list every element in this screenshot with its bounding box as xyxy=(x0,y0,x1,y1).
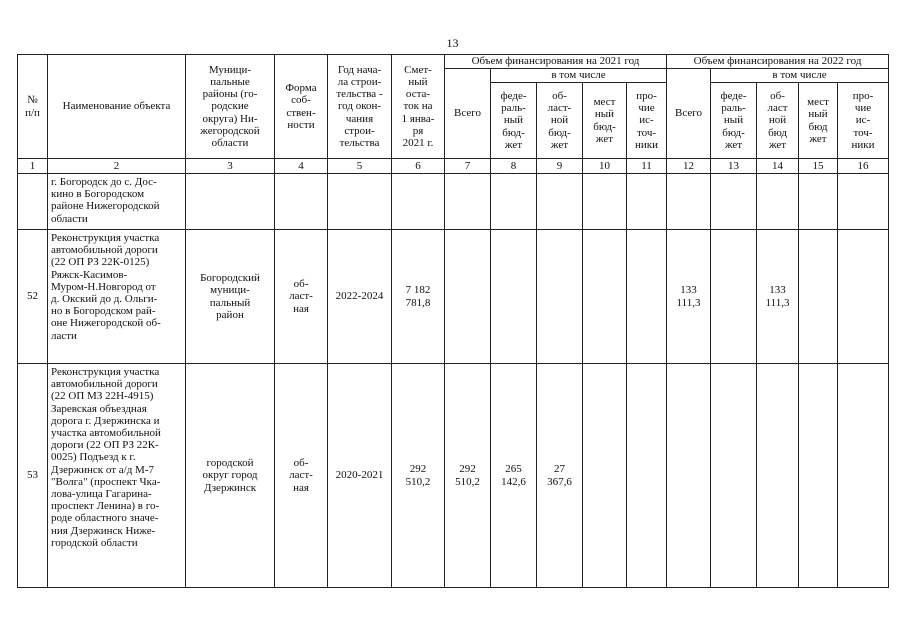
municipality xyxy=(186,174,275,230)
object-name: Реконструкция участка автомобильной дороги (22 ОП МЗ 22Н-4915) Заревская объездная дорога г. Дзержинска и участка автомобильной дороги (22 ОП РЗ 22К- 0025) Подъезд к г. Дзержинск от а/д М-7 "Волга" (проспект Чка- лова-улица Гагарина- проспект Ленина) в го- роде областного значе- ния Дзержинск Ниже- городской области xyxy=(48,364,186,588)
header-local-2021: мест ный бюд- жет xyxy=(583,83,627,159)
construction-years: 2020-2021 xyxy=(328,364,392,588)
column-number: 13 xyxy=(711,159,757,174)
header-including-2022: в том числе xyxy=(711,69,889,83)
other-2021 xyxy=(627,230,667,364)
column-number: 1 xyxy=(18,159,48,174)
total-2021: 292 510,2 xyxy=(445,364,491,588)
estimated-balance: 7 182 781,8 xyxy=(392,230,445,364)
header-financing-2022: Объем финансирования на 2022 год xyxy=(667,55,889,69)
header-regional-2021: об- ласт- ной бюд- жет xyxy=(537,83,583,159)
local-2022 xyxy=(799,174,838,230)
regional-2022: 133 111,3 xyxy=(757,230,799,364)
federal-2022 xyxy=(711,230,757,364)
table-row xyxy=(18,364,889,588)
column-number: 2 xyxy=(48,159,186,174)
object-name: г. Богородск до с. Дос- кино в Богородском районе Нижегородской области xyxy=(48,174,186,230)
header-number: № п/п xyxy=(18,55,48,159)
column-number: 12 xyxy=(667,159,711,174)
column-number: 16 xyxy=(838,159,889,174)
header-construction-years: Год нача- ла строи- тельства - год окон- чания строи- тельства xyxy=(328,55,392,159)
total-2021 xyxy=(445,174,491,230)
header-other-2022: про- чие ис- точ- ники xyxy=(838,83,889,159)
other-2021 xyxy=(627,174,667,230)
column-number: 3 xyxy=(186,159,275,174)
header-including-2021: в том числе xyxy=(491,69,667,83)
total-2022: 133 111,3 xyxy=(667,230,711,364)
local-2021 xyxy=(583,364,627,588)
federal-2021 xyxy=(491,230,537,364)
regional-2022 xyxy=(757,174,799,230)
page-number: 13 xyxy=(446,36,459,50)
total-2022 xyxy=(667,174,711,230)
column-number: 4 xyxy=(275,159,328,174)
header-federal-2021: феде- раль- ный бюд- жет xyxy=(491,83,537,159)
header-object-name: Наименование объекта xyxy=(48,55,186,159)
federal-2021 xyxy=(491,174,537,230)
ownership: об- ласт- ная xyxy=(275,364,328,588)
column-number: 15 xyxy=(799,159,838,174)
column-number: 5 xyxy=(328,159,392,174)
header-federal-2022: феде- раль- ный бюд- жет xyxy=(711,83,757,159)
row-number: 52 xyxy=(18,230,48,364)
header-local-2022: мест ный бюд жет xyxy=(799,83,838,159)
construction-years xyxy=(328,174,392,230)
column-number: 10 xyxy=(583,159,627,174)
header-financing-2021: Объем финансирования на 2021 год xyxy=(445,55,667,69)
municipality: городской округ город Дзержинск xyxy=(186,364,275,588)
regional-2022 xyxy=(757,364,799,588)
column-number: 11 xyxy=(627,159,667,174)
estimated-balance: 292 510,2 xyxy=(392,364,445,588)
regional-2021 xyxy=(537,230,583,364)
federal-2022 xyxy=(711,174,757,230)
other-2022 xyxy=(838,230,889,364)
local-2022 xyxy=(799,230,838,364)
header-estimated-balance: Смет- ный оста- ток на 1 янва- ря 2021 г. xyxy=(392,55,445,159)
estimated-balance xyxy=(392,174,445,230)
financing-table xyxy=(17,54,889,588)
row-number xyxy=(18,174,48,230)
municipality: Богородский муници- пальный район xyxy=(186,230,275,364)
construction-years: 2022-2024 xyxy=(328,230,392,364)
column-number: 9 xyxy=(537,159,583,174)
federal-2022 xyxy=(711,364,757,588)
table-row xyxy=(18,230,889,364)
local-2021 xyxy=(583,174,627,230)
column-number: 6 xyxy=(392,159,445,174)
other-2022 xyxy=(838,364,889,588)
regional-2021 xyxy=(537,174,583,230)
header-ownership: Форма соб- ствен- ности xyxy=(275,55,328,159)
total-2022 xyxy=(667,364,711,588)
column-number: 14 xyxy=(757,159,799,174)
column-number: 8 xyxy=(491,159,537,174)
local-2022 xyxy=(799,364,838,588)
header-other-2021: про- чие ис- точ- ники xyxy=(627,83,667,159)
row-number: 53 xyxy=(18,364,48,588)
column-number: 7 xyxy=(445,159,491,174)
ownership xyxy=(275,174,328,230)
ownership: об- ласт- ная xyxy=(275,230,328,364)
header-municipality: Муници- пальные районы (го- родские округа) Ни- жегородской области xyxy=(186,55,275,159)
total-2021 xyxy=(445,230,491,364)
federal-2021: 265 142,6 xyxy=(491,364,537,588)
object-name: Реконструкция участка автомобильной дороги (22 ОП РЗ 22К-0125) Ряжск-Касимов- Муром-Н.Новгород от д. Окский до д. Ольги- но в Богородском рай- оне Нижегородской об- ласти xyxy=(48,230,186,364)
local-2021 xyxy=(583,230,627,364)
regional-2021: 27 367,6 xyxy=(537,364,583,588)
header-total-2021: Всего xyxy=(445,69,491,159)
other-2022 xyxy=(838,174,889,230)
header-total-2022: Всего xyxy=(667,69,711,159)
table-row xyxy=(18,174,889,230)
other-2021 xyxy=(627,364,667,588)
header-regional-2022: об- ласт ной бюд жет xyxy=(757,83,799,159)
